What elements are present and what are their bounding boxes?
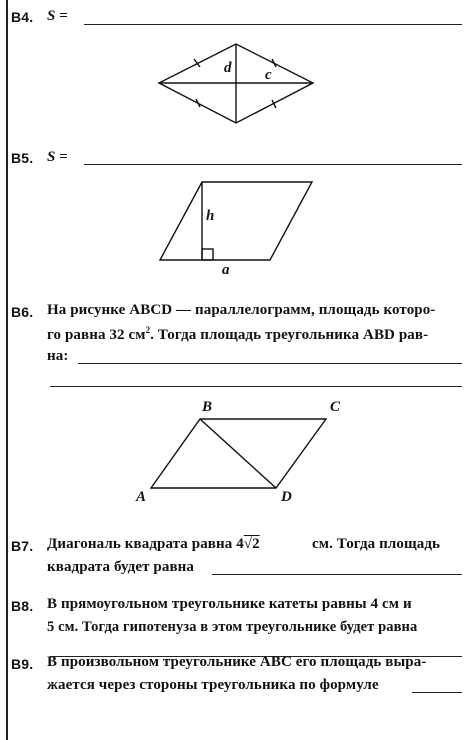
task-b8-line-1: В прямоугольном треугольнике катеты равны 4 см и <box>47 596 412 612</box>
task-b4-label: B4. <box>11 9 34 25</box>
parallelogram-height-figure <box>160 182 312 260</box>
task-b6-line-3: на: <box>47 348 69 364</box>
task-b6-line-2a: го равна 32 см <box>47 327 146 343</box>
vertex-label-a: A <box>136 489 147 505</box>
task-b6-line-2b: . Тогда площадь треугольника ABD рав- <box>150 327 429 343</box>
task-b7-line-2: квадрата будет равна <box>47 559 195 575</box>
task-b9-line-1: В произвольном треугольнике ABC его площадь выра- <box>47 654 427 670</box>
task-b6-answer-line-2[interactable] <box>50 386 462 387</box>
task-b7-root: √2 <box>243 536 260 552</box>
task-b6-line-2 <box>47 325 428 344</box>
task-b6-line-2-sup: 2 <box>145 325 151 335</box>
task-b7-line-1 <box>47 536 260 553</box>
task-b8-label: B8. <box>11 598 34 614</box>
rhombus-figure <box>159 44 313 123</box>
vertex-label-b: B <box>202 399 213 415</box>
task-b6-answer-line-1[interactable] <box>78 363 462 364</box>
parallelogram-abcd-figure <box>151 419 326 488</box>
task-b7-line-1b: см. Тогда площадь <box>312 536 441 552</box>
task-b7-line-1a: Диагональ квадрата равна 4 <box>47 536 244 552</box>
task-b6-line-1: На рисунке ABCD — параллелограмм, площадь которо- <box>47 302 436 318</box>
task-b7-label: B7. <box>11 538 34 554</box>
vertex-label-c: C <box>330 399 341 415</box>
parallelogram-label-h: h <box>206 208 215 224</box>
parallelogram-label-a: a <box>222 262 230 278</box>
task-b9-label: B9. <box>11 656 34 672</box>
rhombus-label-d: d <box>224 60 232 76</box>
task-b9-line-2: жается через стороны треугольника по формуле <box>47 677 379 693</box>
parallelogram-outline <box>160 182 312 260</box>
task-b5-answer-prefix: S = <box>47 149 68 165</box>
diagonal-bd <box>200 419 276 488</box>
task-b7-answer-line[interactable] <box>212 574 462 575</box>
task-b9-answer-line[interactable] <box>412 692 462 693</box>
vertex-label-d: D <box>281 489 292 505</box>
rhombus-label-c: c <box>265 67 272 83</box>
task-b6-label: B6. <box>11 304 34 320</box>
task-b8-line-2: 5 см. Тогда гипотенуза в этом треугольнике будет равна <box>47 619 418 635</box>
task-b5-label: B5. <box>11 150 34 166</box>
task-b4-answer-prefix: S = <box>47 8 68 24</box>
task-b5-answer-line[interactable] <box>84 164 462 165</box>
right-angle-marker <box>202 249 213 260</box>
